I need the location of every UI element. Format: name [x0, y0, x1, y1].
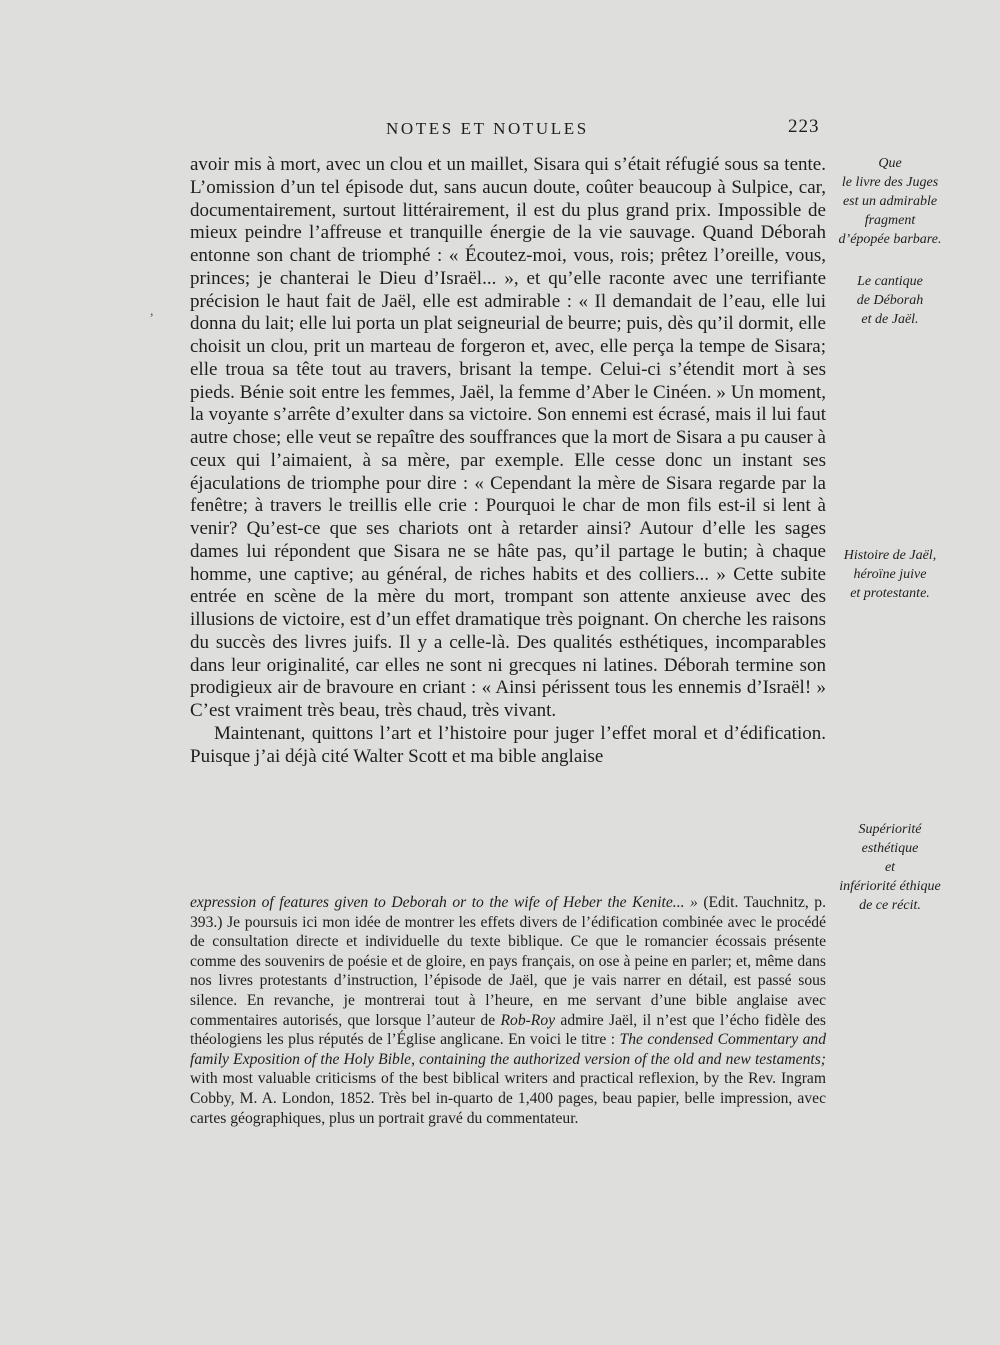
- margin-note-line: fragment: [864, 213, 916, 228]
- margin-note-line: Que: [878, 156, 902, 171]
- margin-note-2: [828, 272, 952, 329]
- footnote-text-2: admire Jaël, il n’est que l’écho fidèle des théologiens les plus réputés de l’Église anglicane. En voici le titre :: [190, 1011, 826, 1049]
- margin-note-line: héroïne juive: [853, 567, 927, 582]
- margin-note-line: d’épopée barbare.: [838, 232, 942, 247]
- running-title: NOTES ET NOTULES: [386, 119, 589, 138]
- footnote: [190, 893, 826, 1128]
- main-text: [190, 154, 826, 768]
- stray-mark: ,: [150, 304, 154, 319]
- margin-note-3: [828, 546, 952, 603]
- margin-note-line: esthétique: [861, 841, 919, 856]
- margin-note-line: infériorité éthique: [839, 879, 941, 894]
- footnote-text-3: with most valuable criticisms of the best biblical writers and practical reflexion, by the Rev. Ingram Cobby, M. A. London, 1852. Très bel in-quarto de 1,400 pages, beau papier, belle impression, avec cartes géographiques, plus un portrait gravé du commentateur.: [190, 1070, 826, 1127]
- margin-note-line: et: [884, 860, 896, 875]
- margin-note-line: Le cantique: [857, 274, 923, 289]
- margin-note-line: est un admirable: [842, 194, 938, 209]
- paragraph-2: Maintenant, quittons l’art et l’histoire pour juger l’effet moral et d’édification. Puisque j’ai déjà cité Walter Scott et ma bible anglaise: [190, 722, 826, 767]
- margin-note-line: Histoire de Jaël,: [843, 548, 937, 563]
- margin-note-4: [828, 820, 952, 915]
- footnote-text: [190, 893, 826, 1128]
- margin-note-line: de ce récit.: [859, 898, 921, 913]
- footnote-italic-3: The condensed Commentary and family Exposition of the Holy Bible, containing the authorized version of the old and new testaments;: [190, 1031, 826, 1068]
- margin-note-line: de Déborah: [856, 293, 924, 308]
- footnote-text-1: (Edit. Tauchnitz, p. 393.) Je poursuis ici mon idée de montrer les effets divers de l’édification combinée avec le procédé de consultation directe et individuelle du texte biblique. Ce que le romancier écossais présente comme des souvenirs de poésie et de gloire, en pays français, on ose à peine en parler; et, même dans nos livres protestants d’instruction, l’épisode de Jaël, que je vais narrer en détail, est passé sous silence. En revanche, je montrerai tout à l’heure, en me servant d’une bible anglaise avec commentaires autorisés, que lorsque l’auteur de: [190, 894, 826, 1029]
- footnote-italic-2: Rob-Roy: [500, 1011, 556, 1029]
- paragraph-1: avoir mis à mort, avec un clou et un maillet, Sisara qui s’était réfugié sous sa tente. L’omission d’un tel épisode dut, sans aucun doute, coûter beaucoup à Sulpice, car, documentairement, surtout littérairement, il est du plus grand prix. Impossible de mieux peindre l’affreuse et tranquille énergie de la vie sauvage. Quand Déborah entonne son chant de triomphé : « Écoutez-moi, vous, rois; prêtez l’oreille, vous, princes; je chanterai le Dieu d’Israël... », et qu’elle raconte avec une terrifiante précision le haut fait de Jaël, elle est admirable : « Il demandait de l’eau, elle lui donna du lait; elle lui porta un plat seigneurial de beurre; puis, dès qu’il dormit, elle choisit un clou, prit un marteau de forgeron et, avec, elle perça la tempe de Sisara; elle troua sa tête tout au travers, brisant la tempe. Celui-ci s’étendit mort à ses pieds. Bénie soit entre les femmes, Jaël, la femme d’Aber le Cinéen. » Un moment, la voyante s’arrête d’exulter dans sa victoire. Son ennemi est écrasé, mais il lui faut autre chose; elle veut se repaître des souffrances que la mort de Sisara a pu causer à ceux qui l’aimaient, à sa mère, par exemple. Elle cesse donc un instant ses éjaculations de triomphe pour dire : « Cependant la mère de Sisara regarde par la fenêtre; à travers le treillis elle crie : Pourquoi le char de mon fils est-il si lent à venir? Qu’est-ce que ses chariots ont à retarder ainsi? Autour d’elle les sages dames lui répondent que Sisara ne se hâte pas, qu’il partage le butin; à chaque homme, une captive; au général, de riches habits et des colliers... » Cette subite entrée en scène de la mère du mort, trompant son attente anxieuse avec des illusions de victoire, est d’un effet dramatique très poignant. On cherche les raisons du succès des livres juifs. Il y a celle-là. Des qualités esthétiques, incomparables dans leur originalité, car elles ne sont ni grecques ni latines. Déborah termine son prodigieux air de bravoure en criant : « Ainsi périssent tous les ennemis d’Israël! » C’est vraiment très beau, très chaud, très vivant.: [190, 154, 826, 721]
- margin-note-line: le livre des Juges: [841, 175, 939, 190]
- margin-note-line: et protestante.: [850, 586, 930, 601]
- margin-note-line: et de Jaël.: [861, 312, 919, 327]
- margin-note-1: [828, 154, 952, 249]
- page-number: 223: [788, 116, 820, 137]
- footnote-italic-1: expression of features given to Deborah or to the wife of Heber the Kenite... »: [190, 894, 698, 911]
- margin-note-line: Supériorité: [858, 822, 922, 837]
